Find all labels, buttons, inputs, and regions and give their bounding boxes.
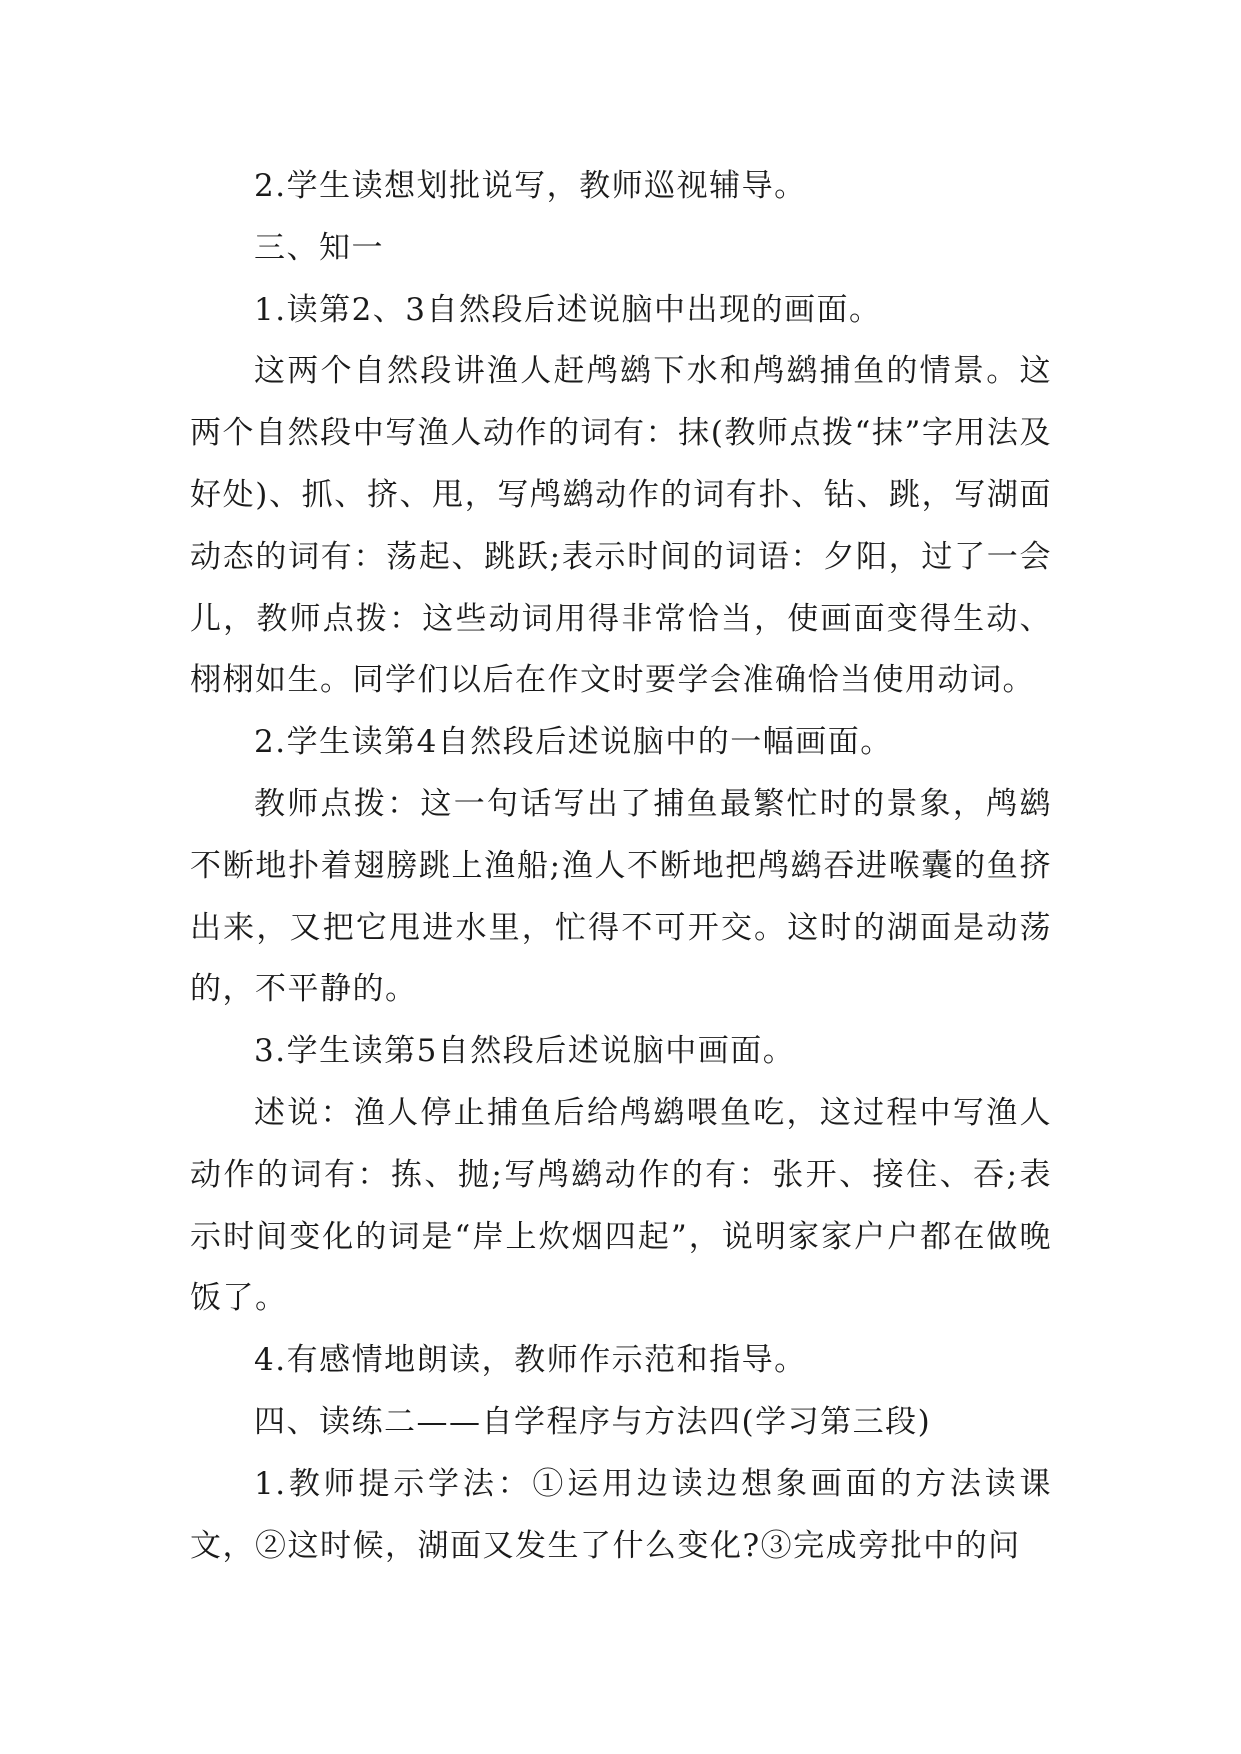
paragraph-narration: 述说：渔人停止捕鱼后给鸬鹚喂鱼吃，这过程中写渔人动作的词有：拣、抛;写鸬鹚动作的有：张开、接住、吞;表示时间变化的词是“岸上炊烟四起”，说明家家户户都在做晚饭了。 <box>190 1094 1052 1317</box>
document-body <box>190 156 1052 1577</box>
section-heading-three: 三、知一 <box>254 229 384 266</box>
paragraph-step-2-student-reading: 2.学生读想划批说写，教师巡视辅导。 <box>254 168 807 204</box>
paragraph-explanation-2-3: 这两个自然段讲渔人赶鸬鹚下水和鸬鹚捕鱼的情景。这两个自然段中写渔人动作的词有：抹(教师点拨“抹”字用法及好处)、抓、挤、甩，写鸬鹚动作的词有扑、钻、跳，写湖面动态的词有：荡起、跳跃;表示时间的词语：夕阳，过了一会儿，教师点拨：这些动词用得非常恰当，使画面变得生动、栩栩如生。同学们以后在作文时要学会准确恰当使用动词。 <box>190 353 1052 699</box>
paragraph-step-2-read-4: 2.学生读第4自然段后述说脑中的一幅画面。 <box>254 724 893 761</box>
paragraph-step-4-reading-aloud: 4.有感情地朗读，教师作示范和指导。 <box>254 1342 807 1379</box>
paragraph-step-1-read-2-3: 1.读第2、3自然段后述说脑中出现的画面。 <box>254 291 882 328</box>
paragraph-teacher-guidance: 教师点拨：这一句话写出了捕鱼最繁忙时的景象，鸬鹚不断地扑着翅膀跳上渔船;渔人不断地把鸬鹚吞进喉囊的鱼挤出来，又把它甩进水里，忙得不可开交。这时的湖面是动荡的，不平静的。 <box>190 785 1052 1008</box>
paragraph-step-1-study-method: 1.教师提示学法：①运用边读边想象画面的方法读课文，②这时候，湖面又发生了什么变化?③完成旁批中的问 <box>190 1465 1052 1564</box>
paragraph-step-3-read-5: 3.学生读第5自然段后述说脑中画面。 <box>254 1033 796 1070</box>
section-heading-four: 四、读练二——自学程序与方法四(学习第三段) <box>254 1403 932 1440</box>
